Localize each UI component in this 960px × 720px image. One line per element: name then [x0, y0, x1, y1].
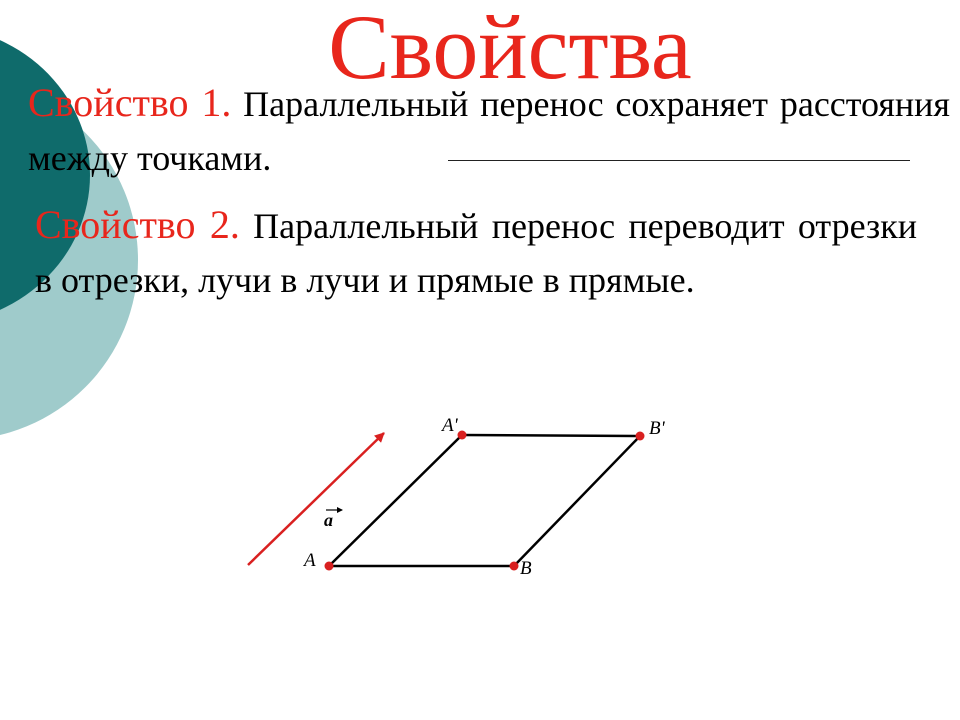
property-1-label: Свойство 1. [28, 80, 232, 125]
label-b-prime: B' [649, 418, 665, 439]
vector-label: a [324, 510, 333, 530]
segment-a-prime-b-prime [462, 435, 640, 436]
label-a: A [304, 550, 316, 571]
property-2-label: Свойство 2. [35, 202, 240, 247]
segment-a-a-prime [329, 435, 462, 566]
property-2 [35, 198, 917, 307]
translation-figure [230, 400, 690, 600]
segment-b-b-prime [514, 436, 640, 566]
divider-line [448, 160, 910, 161]
point-a [325, 562, 334, 571]
property-1-text: Параллельный перенос сохраняет расстояния между точками. [28, 84, 950, 178]
slide-title: Свойства [328, 0, 692, 98]
label-a-prime: A' [442, 415, 458, 436]
point-b [510, 562, 519, 571]
property-2-text: Параллельный перенос переводит отрезки в отрезки, лучи в лучи и прямые в прямые. [35, 206, 917, 300]
point-a-prime [458, 431, 467, 440]
translation-vector-arrow [248, 433, 384, 565]
label-b: B [520, 558, 532, 579]
property-1 [28, 76, 950, 185]
point-b-prime [636, 432, 645, 441]
